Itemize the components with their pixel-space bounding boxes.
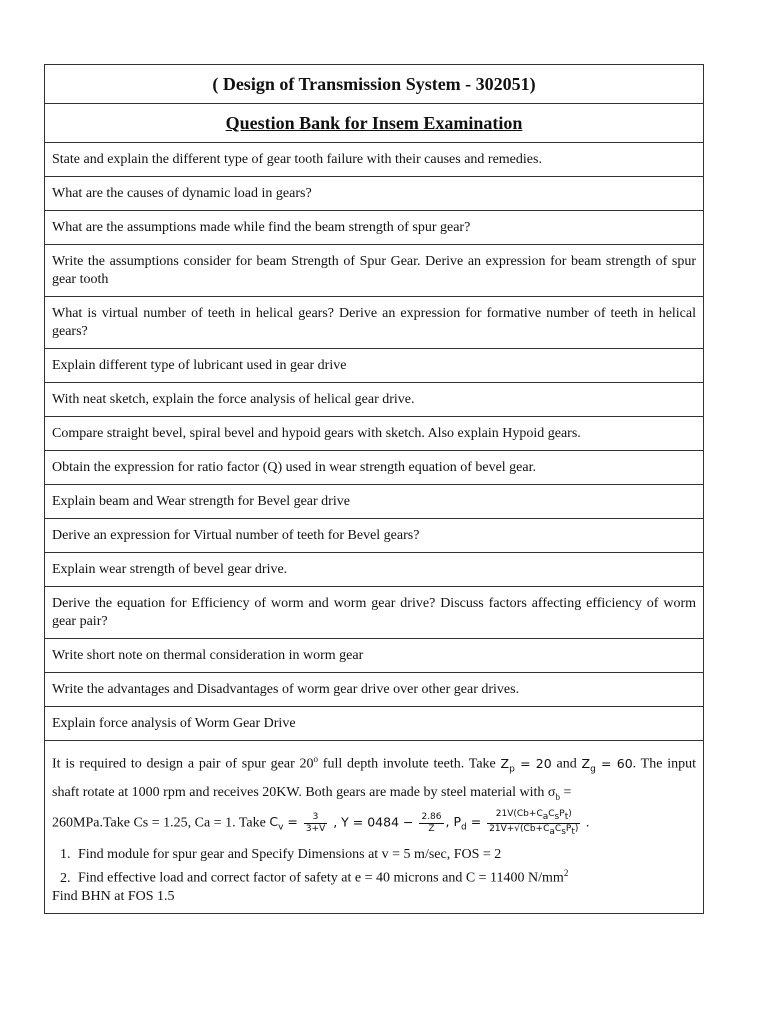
problem-step: 1. Find module for spur gear and Specify Dimensions at v = 5 m/sec, FOS = 2	[74, 846, 696, 864]
question-text: Derive an expression for Virtual number of teeth for Bevel gears?	[45, 519, 704, 553]
question-text: Derive the equation for Efficiency of worm and worm gear drive? Discuss factors affecting efficiency of worm gear pair?	[45, 587, 704, 639]
question-row	[45, 177, 704, 211]
question-row	[45, 707, 704, 741]
question-text: Explain different type of lubricant used in gear drive	[45, 349, 704, 383]
question-row	[45, 143, 704, 177]
question-text: What are the assumptions made while find the beam strength of spur gear?	[45, 211, 704, 245]
question-row	[45, 519, 704, 553]
question-text: With neat sketch, explain the force analysis of helical gear drive.	[45, 383, 704, 417]
course-title: ( Design of Transmission System - 302051)	[45, 65, 704, 104]
question-row	[45, 211, 704, 245]
cv-fraction: $\frac{3}{3+V}$	[305, 811, 326, 834]
question-text: Explain beam and Wear strength for Bevel gear drive	[45, 485, 704, 519]
problem-final-task: Find BHN at FOS 1.5	[52, 888, 175, 904]
question-row	[45, 297, 704, 349]
y-fraction: $\frac{2.86}{Z}$	[421, 811, 442, 834]
question-row	[45, 383, 704, 417]
question-text: Explain force analysis of Worm Gear Drive	[45, 707, 704, 741]
question-text: What is virtual number of teeth in helical gears? Derive an expression for formative number of teeth in helical gears?	[45, 297, 704, 349]
problem-steps	[52, 846, 696, 888]
question-row	[45, 587, 704, 639]
question-bank-table	[44, 64, 704, 914]
question-row	[45, 639, 704, 673]
design-problem	[45, 741, 704, 914]
problem-statement: It is required to design a pair of spur gear 20$^o$ full depth involute teeth. Take $Z_p = 20$ and $Z_g = 60$. The input shaft rotate at 1000 rpm and receives 20KW. Both gears are made by steel material with $\sigma_b$ = 260MPa.Take Cs = 1.25, Ca = 1. Take $C_v$ = $\frac{3}{3+V}$ , Y = 0484 − $\frac{2.86}{Z}$ , $P_d$ = $\frac{21V(Cb+C_aC_sP_t)}{21V+√(Cb+C_aC_sP_t)}$ .	[52, 754, 696, 837]
question-text: Write the assumptions consider for beam Strength of Spur Gear. Derive an expression for beam strength of spur gear tooth	[45, 245, 704, 297]
question-row	[45, 553, 704, 587]
question-text: State and explain the different type of gear tooth failure with their causes and remedies.	[45, 143, 704, 177]
pd-fraction: $\frac{21V(Cb+C_aC_sP_t)}{21V+√(Cb+C_aC_sP_t)}$	[489, 808, 579, 837]
question-row	[45, 245, 704, 297]
question-text: Write the advantages and Disadvantages of worm gear drive over other gear drives.	[45, 673, 704, 707]
question-text: What are the causes of dynamic load in gears?	[45, 177, 704, 211]
header-row-course	[45, 65, 704, 104]
question-row	[45, 417, 704, 451]
question-row	[45, 485, 704, 519]
problem-row	[45, 741, 704, 914]
question-text: Explain wear strength of bevel gear drive.	[45, 553, 704, 587]
question-text: Compare straight bevel, spiral bevel and hypoid gears with sketch. Also explain Hypoid gears.	[45, 417, 704, 451]
question-row	[45, 451, 704, 485]
question-row	[45, 673, 704, 707]
question-row	[45, 349, 704, 383]
header-row-bank	[45, 104, 704, 143]
question-text: Write short note on thermal consideration in worm gear	[45, 639, 704, 673]
bank-title: Question Bank for Insem Examination	[45, 104, 704, 143]
problem-step: 2. Find effective load and correct factor of safety at e = 40 microns and C = 11400 $N/mm^2$	[74, 864, 696, 888]
question-text: Obtain the expression for ratio factor (Q) used in wear strength equation of bevel gear.	[45, 451, 704, 485]
